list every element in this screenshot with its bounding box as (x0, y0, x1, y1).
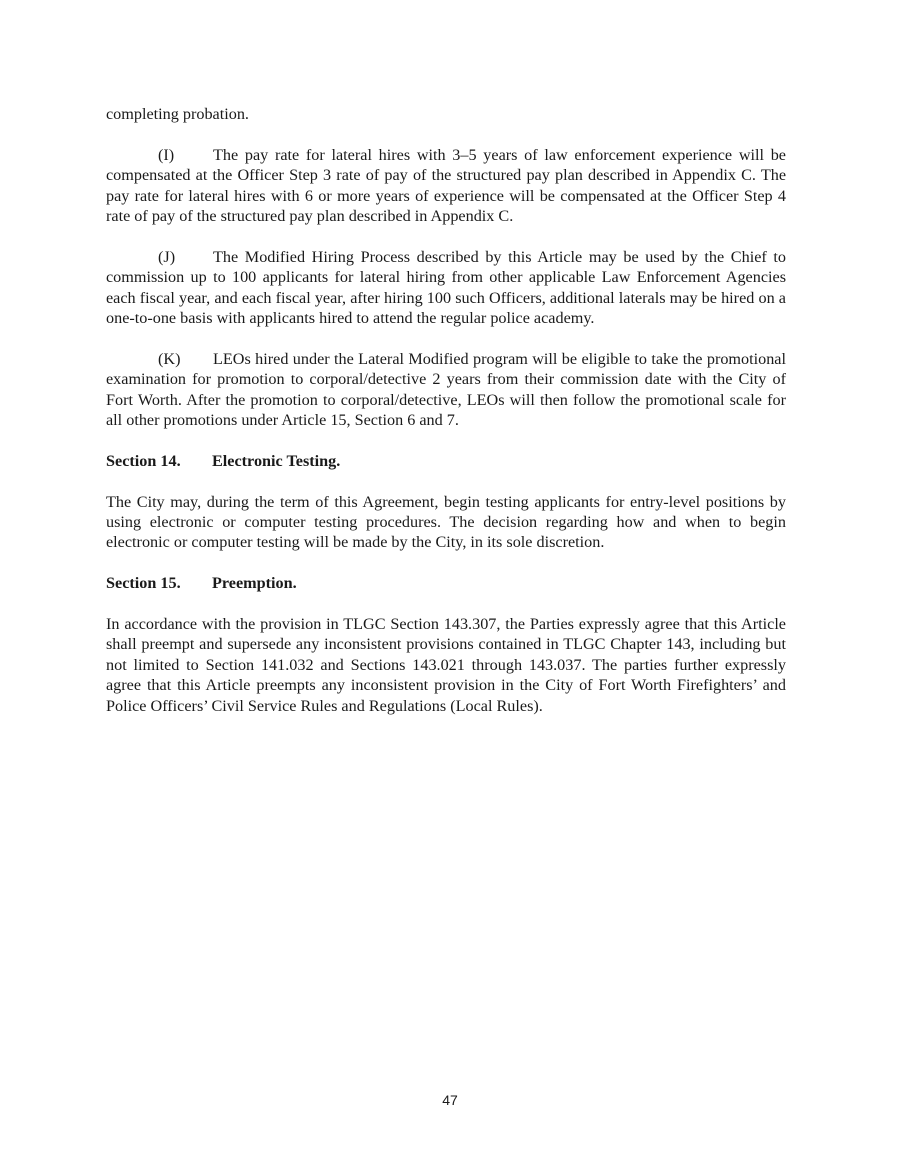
spacer (106, 471, 786, 491)
item-k-text: LEOs hired under the Lateral Modified program will be eligible to take the promotional examination for promotion to corporal/detective 2 years from their commission date with the City of Fort Worth. After the promotion to corporal/detective, LEOs will then follow the promotional scale for all other promotions under Article 15, Section 6 and 7. (106, 349, 786, 430)
document-page (106, 104, 786, 716)
item-j-text: The Modified Hiring Process described by this Article may be used by the Chief to commission up to 100 applicants for lateral hiring from other applicable Law Enforcement Agencies each fiscal year, and each fiscal year, after hiring 100 such Officers, additional laterals may be hired on a one-to-one basis with applicants hired to attend the regular police academy. (106, 247, 786, 328)
spacer (106, 328, 786, 348)
spacer (106, 594, 786, 614)
spacer (106, 124, 786, 144)
item-k (106, 349, 786, 431)
item-i (106, 145, 786, 227)
section-15-heading (106, 573, 786, 593)
section-14-number: Section 14. (106, 451, 181, 470)
item-j (106, 247, 786, 329)
section-14-heading (106, 451, 786, 471)
item-i-text: The pay rate for lateral hires with 3–5 years of law enforcement experience will be compensated at the Officer Step 3 rate of pay of the structured pay plan described in Appendix C. The pay rate for lateral hires with 6 or more years of experience will be compensated at the Officer Step 4 rate of pay of the structured pay plan described in Appendix C. (106, 145, 786, 226)
spacer (106, 430, 786, 450)
spacer (106, 226, 786, 246)
item-i-label: (I) (158, 145, 175, 164)
spacer (106, 553, 786, 573)
section-15-body: In accordance with the provision in TLGC Section 143.307, the Parties expressly agree that this Article shall preempt and supersede any inconsistent provisions contained in TLGC Chapter 143, including but not limited to Section 141.032 and Sections 143.021 through 143.037. The parties further expressly agree that this Article preempts any inconsistent provision in the City of Fort Worth Firefighters’ and Police Officers’ Civil Service Rules and Regulations (Local Rules). (106, 615, 786, 715)
section-15-number: Section 15. (106, 574, 181, 593)
continuation-text: completing probation. (106, 105, 249, 123)
item-k-label: (K) (158, 349, 181, 368)
item-j-label: (J) (158, 247, 176, 266)
section-14-title: Electronic Testing. (212, 451, 341, 470)
section-14-body: The City may, during the term of this Agreement, begin testing applicants for entry-level positions by using electronic or computer testing procedures. The decision regarding how and when to begin electronic or computer testing will be made by the City, in its sole discretion. (106, 492, 786, 552)
section-15-title: Preemption. (212, 574, 297, 593)
page-number: 47 (442, 1092, 458, 1108)
